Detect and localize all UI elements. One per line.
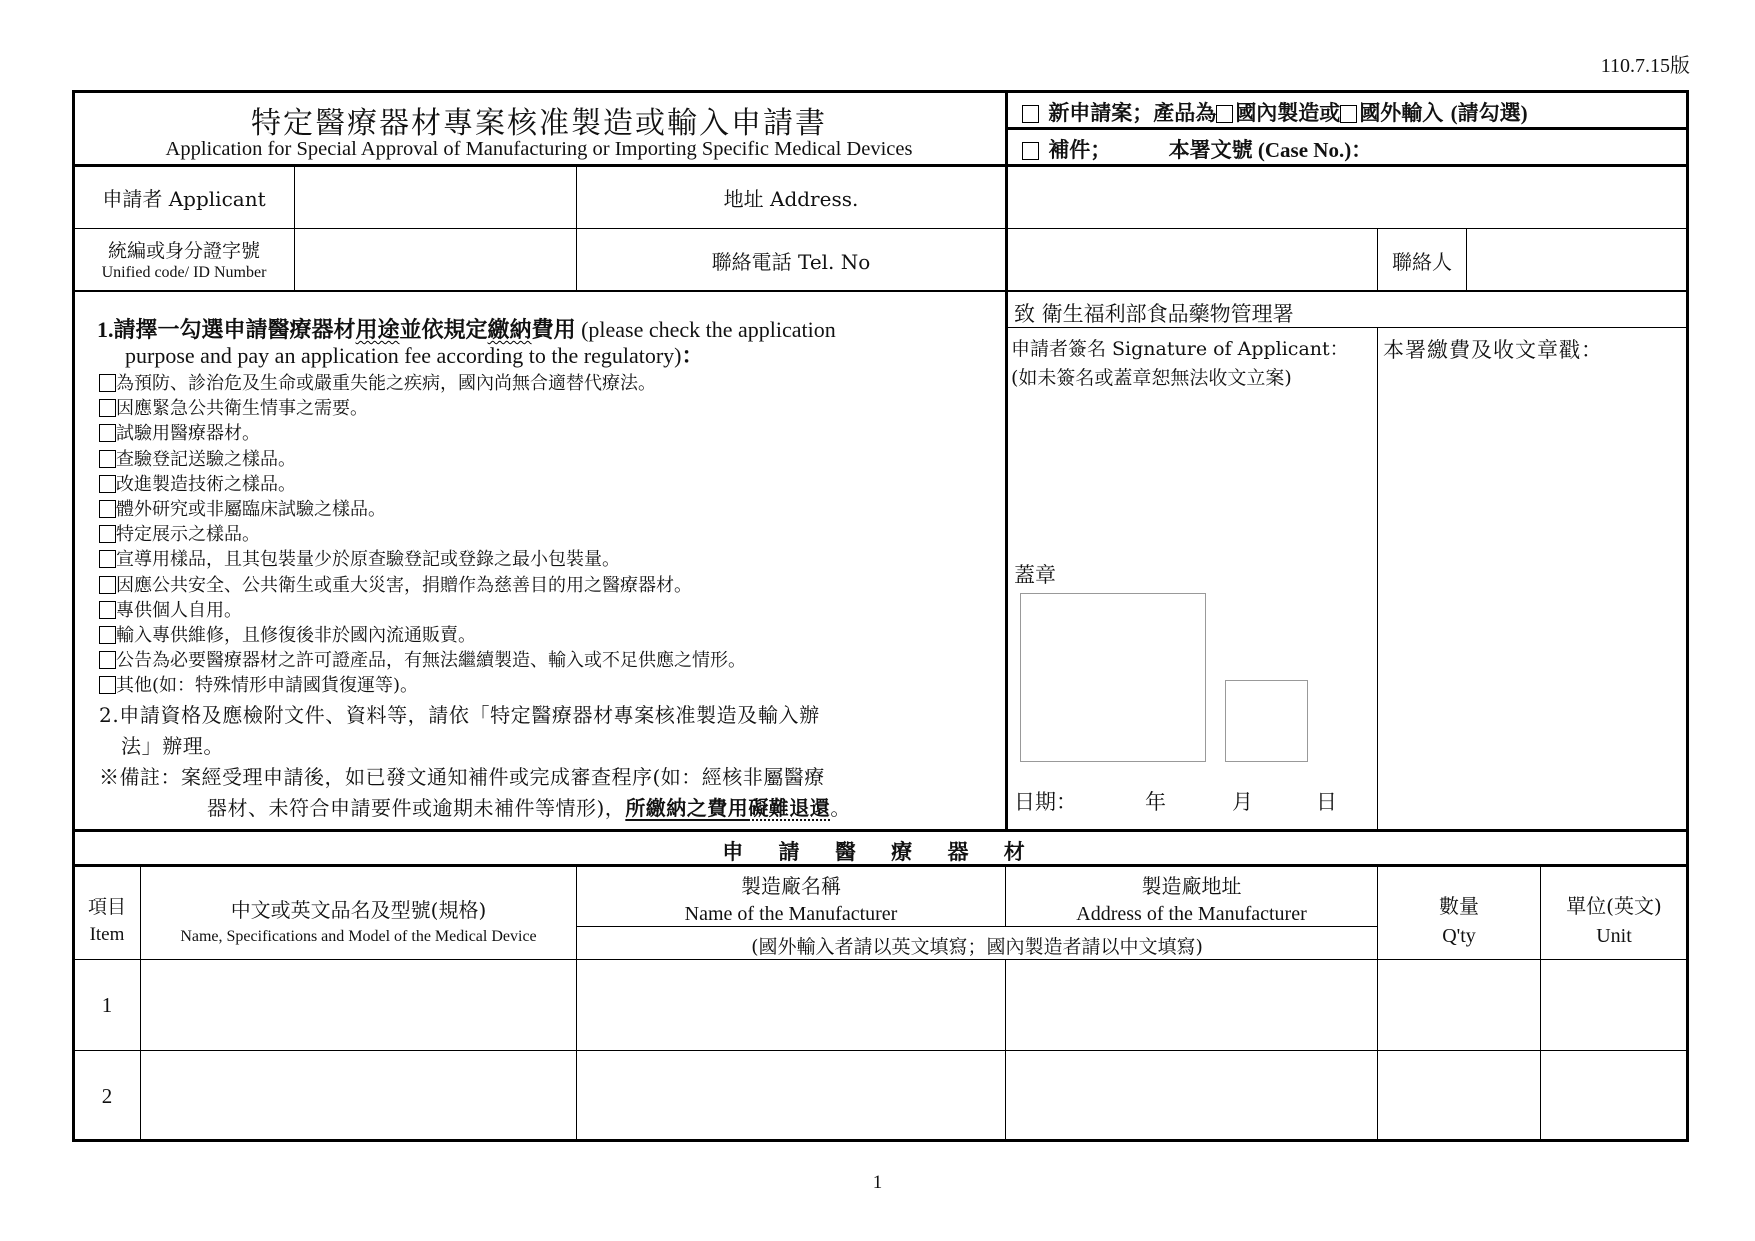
table-row-2-name-cell[interactable] xyxy=(142,1052,574,1140)
purpose-option-checkbox[interactable] xyxy=(99,424,116,442)
purpose-option-label: 宣導用樣品，且其包裝量少於原查驗登記或登錄之最小包裝量。 xyxy=(116,549,620,571)
tel-label: 聯絡電話 Tel. No xyxy=(711,250,871,274)
table-row-2-item: 2 xyxy=(101,1084,113,1108)
item-2-text: 2.申請資格及應檢附文件、資料等，請依「特定醫療器材專案核准製造及輸入辦 法」辦理。 xyxy=(99,703,820,758)
purpose-option[interactable] xyxy=(99,497,746,522)
signature-label: 申請者簽名 Signature of Applicant： (如未簽名或蓋章恕無法收文立案) xyxy=(1011,338,1349,389)
purpose-option[interactable] xyxy=(99,522,746,547)
purpose-option-label: 輸入專供維修，且修復後非於國內流通販賣。 xyxy=(116,625,476,647)
form-title-zh: 特定醫療器材專案核准製造或輸入申請書 xyxy=(251,106,827,141)
col-qty-header: 數量 Q'ty xyxy=(1439,894,1479,947)
purpose-option[interactable] xyxy=(99,371,746,396)
to-agency-label: 致 衛生福利部食品藥物管理署 xyxy=(1014,302,1294,326)
purpose-option-checkbox[interactable] xyxy=(99,374,116,392)
purpose-option-checkbox[interactable] xyxy=(99,676,116,694)
signature-field[interactable] xyxy=(1010,390,1374,550)
supplement-checkbox[interactable] xyxy=(1022,142,1039,160)
purpose-option-checkbox[interactable] xyxy=(99,601,116,619)
purpose-option-checkbox[interactable] xyxy=(99,525,116,543)
new-application-row: 新申請案；產品為 國內製造或 國外輸入 (請勾選) xyxy=(1022,97,1528,127)
id-label-zh: 統編或身分證字號 xyxy=(107,240,260,262)
remark-text: ※備註：案經受理申請後，如已發文通知補件或完成審查程序(如：經核非屬醫療 器材、未符合申請要件或逾期未補件等情形)，所繳納之費用礙難退還。 xyxy=(99,765,851,820)
table-row-1-unit-cell[interactable] xyxy=(1542,961,1686,1049)
purpose-option-label: 公告為必要醫療器材之許可證產品，有無法繼續製造、輸入或不足供應之情形。 xyxy=(116,650,746,672)
contact-field[interactable] xyxy=(1468,230,1688,289)
rule-section-top xyxy=(72,829,1689,832)
table-row-1-item: 1 xyxy=(101,993,113,1017)
seal-box-small[interactable] xyxy=(1225,680,1308,762)
col-address-header: 製造廠地址 Address of the Manufacturer xyxy=(1076,874,1307,925)
col-manufacturer-header: 製造廠名稱 Name of the Manufacturer xyxy=(684,874,898,925)
purpose-option[interactable] xyxy=(99,396,746,421)
applicant-field[interactable] xyxy=(296,167,575,227)
col-name-header: 中文或英文品名及型號(規格) Name, Specifications and Model of the Medical Device xyxy=(180,898,537,945)
purpose-option-label: 因應緊急公共衛生情事之需要。 xyxy=(116,398,368,420)
import-checkbox[interactable] xyxy=(1340,105,1357,123)
manufacturer-language-note: (國外輸入者請以英文填寫；國內製造者請以中文填寫) xyxy=(751,936,1203,958)
purpose-option-label: 查驗登記送驗之樣品。 xyxy=(116,448,296,470)
date-row: 日期： 年 月 日 xyxy=(1014,790,1337,814)
purpose-heading: 1.請擇一勾選申請醫療器材用途並依規定繳納費用 (please check the application purpose and pay an application fee according to the regulatory)： xyxy=(97,317,836,369)
fee-stamp-label: 本署繳費及收文章戳： xyxy=(1383,338,1603,362)
purpose-option[interactable] xyxy=(99,573,746,598)
purpose-option[interactable] xyxy=(99,421,746,446)
table-row-1-manufacturer-cell[interactable] xyxy=(578,961,1004,1049)
purpose-option-checkbox[interactable] xyxy=(99,651,116,669)
supplement-row: 補件； 本署文號 (Case No.)： xyxy=(1022,134,1372,164)
table-row-1-qty-cell[interactable] xyxy=(1379,961,1539,1049)
domestic-checkbox[interactable] xyxy=(1216,105,1233,123)
contact-label: 聯絡人 xyxy=(1392,250,1452,274)
purpose-option-checkbox[interactable] xyxy=(99,626,116,644)
version-label: 110.7.15版 xyxy=(1600,55,1690,77)
purpose-option-checkbox[interactable] xyxy=(99,450,116,468)
purpose-option-checkbox[interactable] xyxy=(99,399,116,417)
table-row-2-unit-cell[interactable] xyxy=(1542,1052,1686,1140)
seal-box-large[interactable] xyxy=(1020,593,1206,762)
purpose-option[interactable] xyxy=(99,472,746,497)
page-number: 1 xyxy=(872,1172,883,1193)
purpose-option[interactable] xyxy=(99,447,746,472)
purpose-option[interactable] xyxy=(99,623,746,648)
purpose-option-label: 特定展示之樣品。 xyxy=(116,524,260,546)
table-row-1-name-cell[interactable] xyxy=(142,961,574,1049)
purpose-option-label: 改進製造技術之樣品。 xyxy=(116,473,296,495)
purpose-option-label: 為預防、診治危及生命或嚴重失能之疾病，國內尚無合適替代療法。 xyxy=(116,373,656,394)
purpose-option[interactable] xyxy=(99,648,746,673)
table-row-2-manufacturer-cell[interactable] xyxy=(578,1052,1004,1140)
new-application-checkbox[interactable] xyxy=(1022,105,1039,123)
applicant-label: 申請者 Applicant xyxy=(102,187,266,211)
purpose-option[interactable] xyxy=(99,673,746,698)
id-label-en: Unified code/ ID Number xyxy=(101,264,267,281)
purpose-option-checkbox[interactable] xyxy=(99,500,116,518)
purpose-option-checkbox[interactable] xyxy=(99,475,116,493)
case-no-label: 本署文號 (Case No.)： xyxy=(1168,138,1373,162)
tel-field[interactable] xyxy=(1008,230,1376,289)
purpose-option-label: 因應公共安全、公共衛生或重大災害，捐贈作為慈善目的用之醫療器材。 xyxy=(116,574,692,596)
purpose-option[interactable] xyxy=(99,598,746,623)
purpose-option-label: 體外研究或非屬臨床試驗之樣品。 xyxy=(116,499,386,521)
purpose-option-label: 專供個人自用。 xyxy=(116,599,242,621)
table-row-2-address-cell[interactable] xyxy=(1007,1052,1376,1140)
devices-section-title: 申 請 醫 療 器 材 xyxy=(722,839,1039,864)
rule-header-right-mid xyxy=(1007,127,1689,130)
purpose-option[interactable] xyxy=(99,547,746,572)
fee-stamp-field[interactable] xyxy=(1380,365,1686,827)
purpose-option-checkbox[interactable] xyxy=(99,576,116,594)
col-item-header: 項目 Item xyxy=(87,896,126,945)
address-label: 地址 Address. xyxy=(723,187,859,211)
id-field[interactable] xyxy=(296,230,575,289)
purpose-option-label: 試驗用醫療器材。 xyxy=(116,423,260,445)
seal-label: 蓋章 xyxy=(1014,563,1056,587)
form-title-en: Application for Special Approval of Manufacturing or Importing Specific Medical Devices xyxy=(165,138,913,160)
purpose-option-label: 其他(如：特殊情形申請國貨復運等)。 xyxy=(116,675,419,697)
table-row-1-address-cell[interactable] xyxy=(1007,961,1376,1049)
purpose-options xyxy=(99,371,746,699)
address-field[interactable] xyxy=(1008,167,1688,227)
table-row-2-qty-cell[interactable] xyxy=(1379,1052,1539,1140)
purpose-option-checkbox[interactable] xyxy=(99,550,116,568)
col-unit-header: 單位(英文) Unit xyxy=(1566,894,1662,947)
